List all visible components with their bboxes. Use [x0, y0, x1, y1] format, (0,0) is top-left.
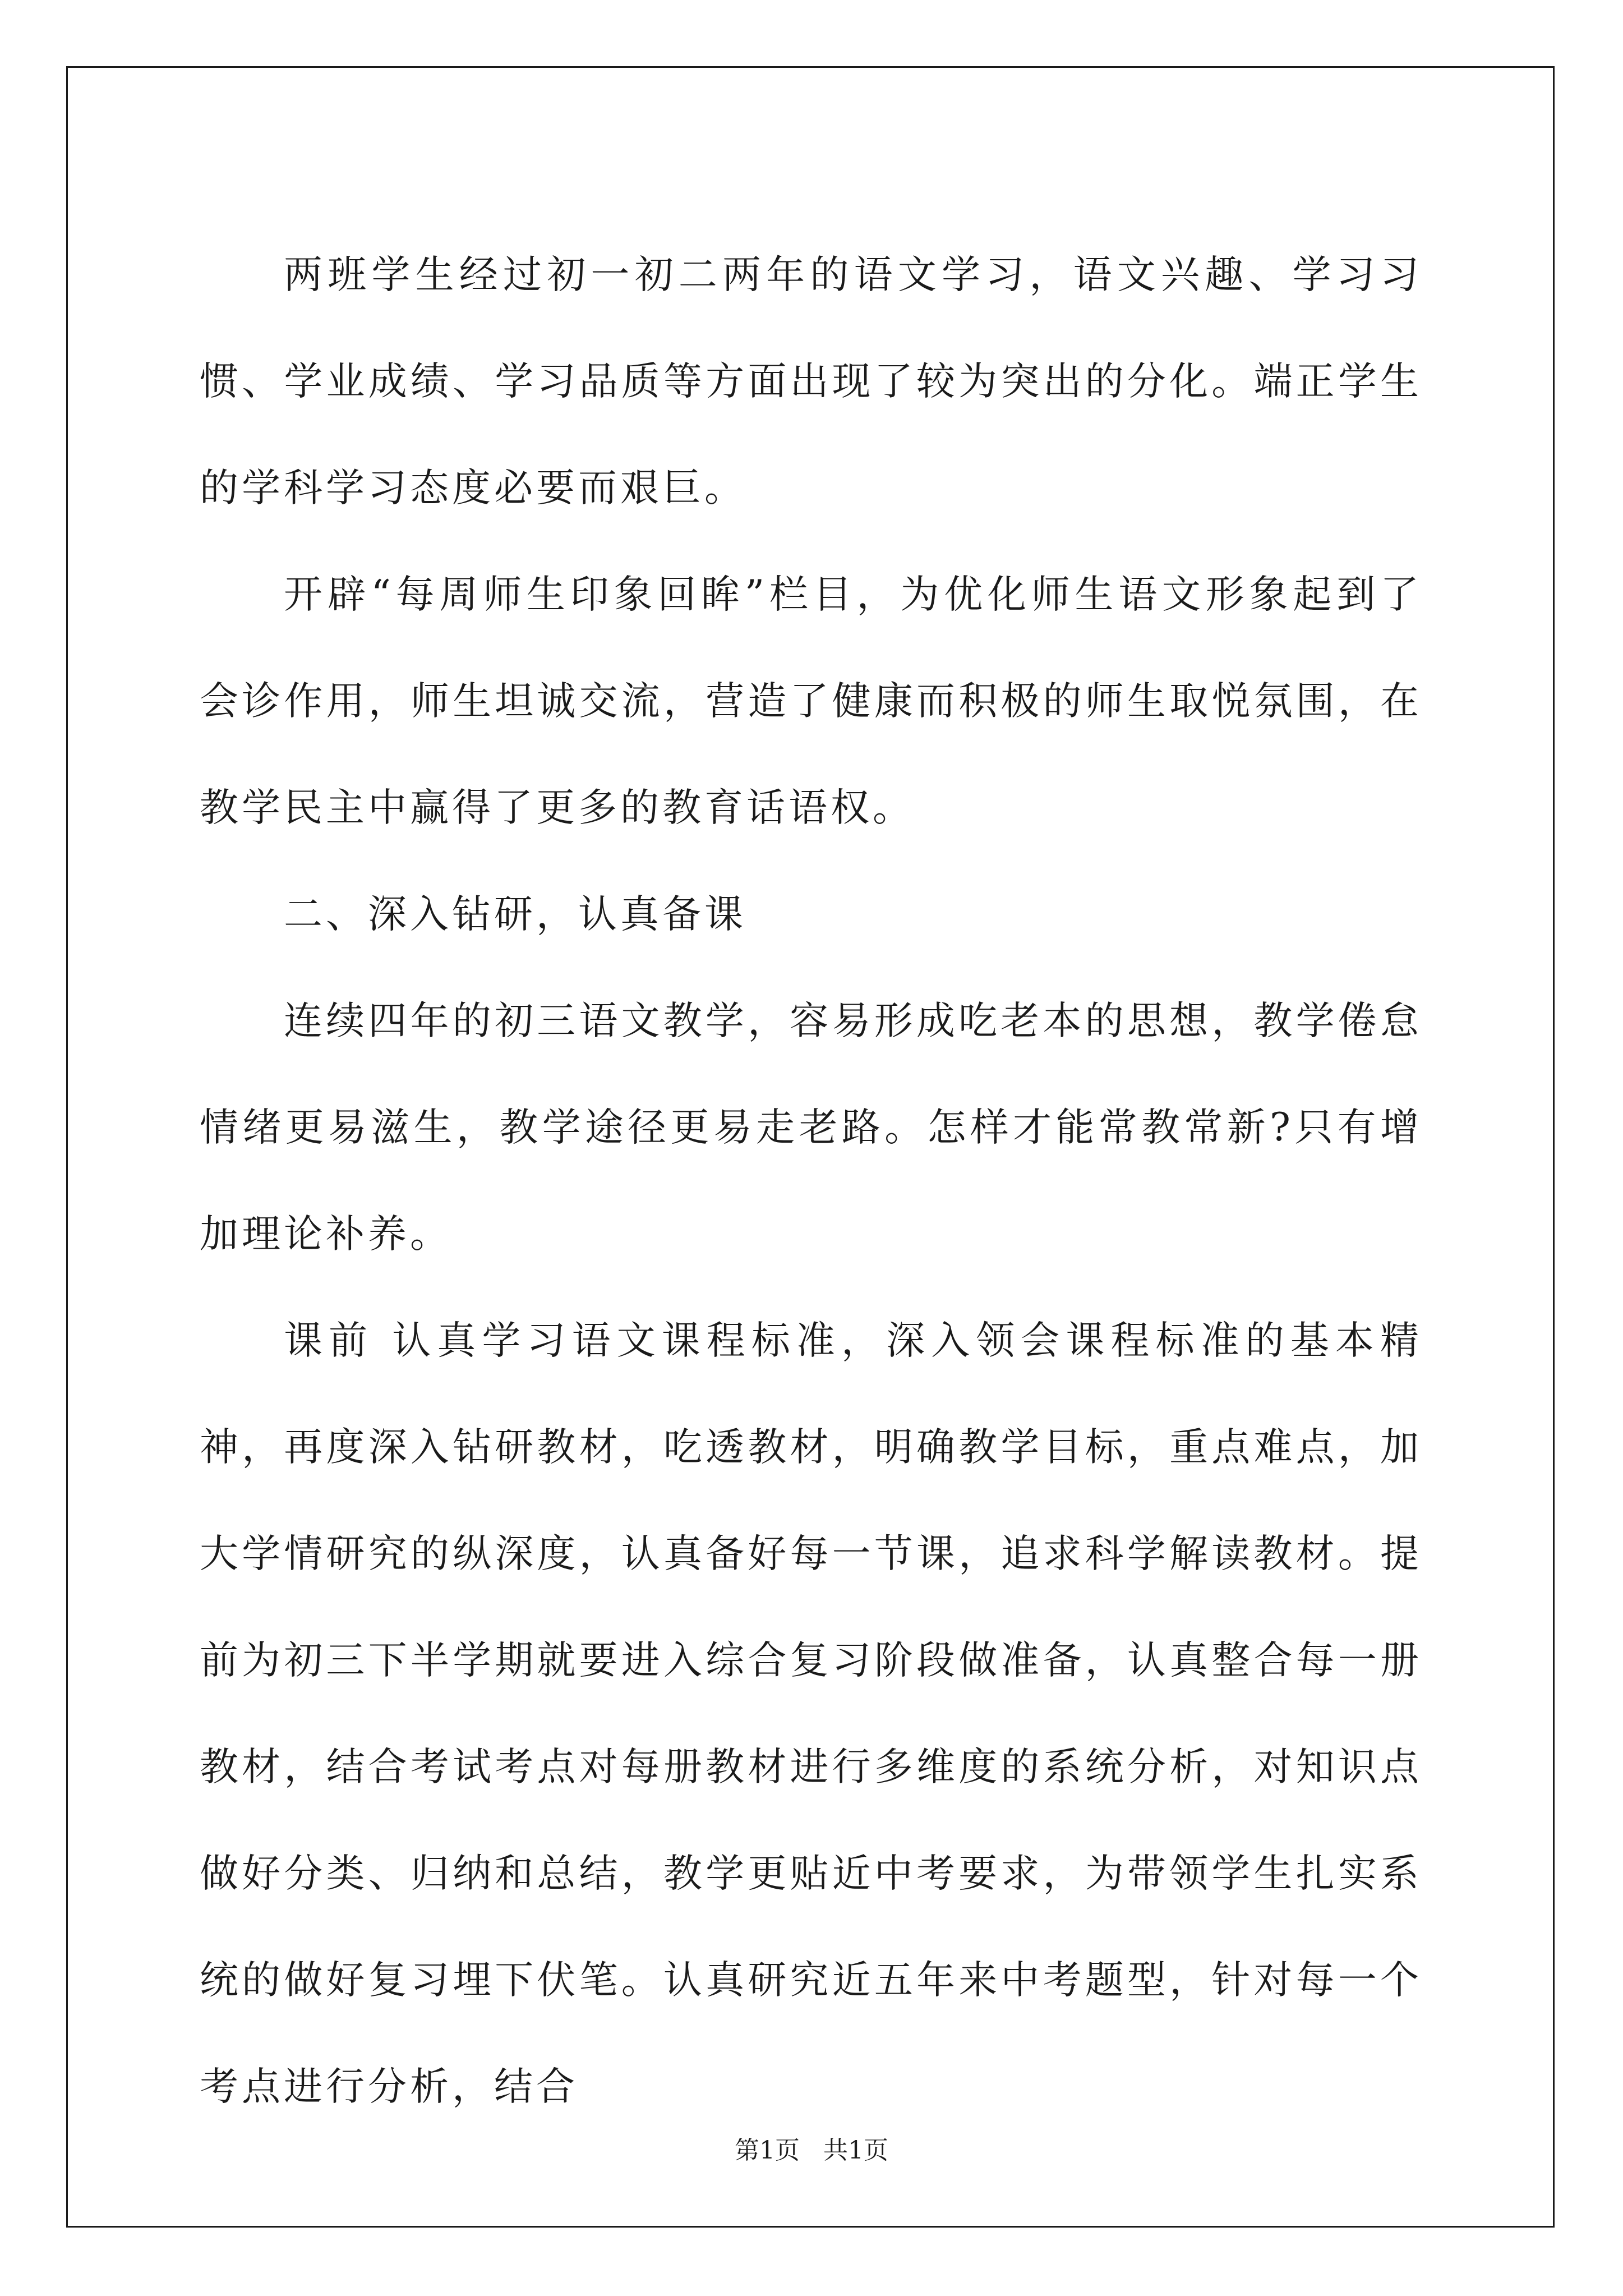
section-heading: 二、深入钻研，认真备课: [284, 892, 746, 937]
document-body: [200, 222, 1422, 2140]
paragraph: 开辟“每周师生印象回眸”栏目，为优化师生语文形象起到了会诊作用，师生坦诚交流，营造了健康而积极的师生取悦氛围，在教学民主中赢得了更多的教育话语权。: [200, 572, 1422, 830]
paragraph: 课前 认真学习语文课程标准，深入领会课程标准的基本精神，再度深入钻研教材，吃透教材，明确教学目标，重点难点，加大学情研究的纵深度，认真备好每一节课，追求科学解读教材。提前为初三下半学期就要进入综合复习阶段做准备，认真整合每一册教材，结合考试考点对每册教材进行多维度的系统分析，对知识点做好分类、归纳和总结，教学更贴近中考要求，为带领学生扎实系统的做好复习埋下伏笔。认真研究近五年来中考题型，针对每一个考点进行分析，结合: [200, 1318, 1422, 2109]
paragraph: 两班学生经过初一初二两年的语文学习，语文兴趣、学习习惯、学业成绩、学习品质等方面出现了较为突出的分化。端正学生的学科学习态度必要而艰巨。: [200, 252, 1422, 510]
page-footer: 第1页 共1页: [735, 2136, 888, 2165]
paragraph: 连续四年的初三语文教学，容易形成吃老本的思想，教学倦怠情绪更易滋生，教学途径更易走老路。怎样才能常教常新?只有增加理论补养。: [200, 999, 1422, 1257]
